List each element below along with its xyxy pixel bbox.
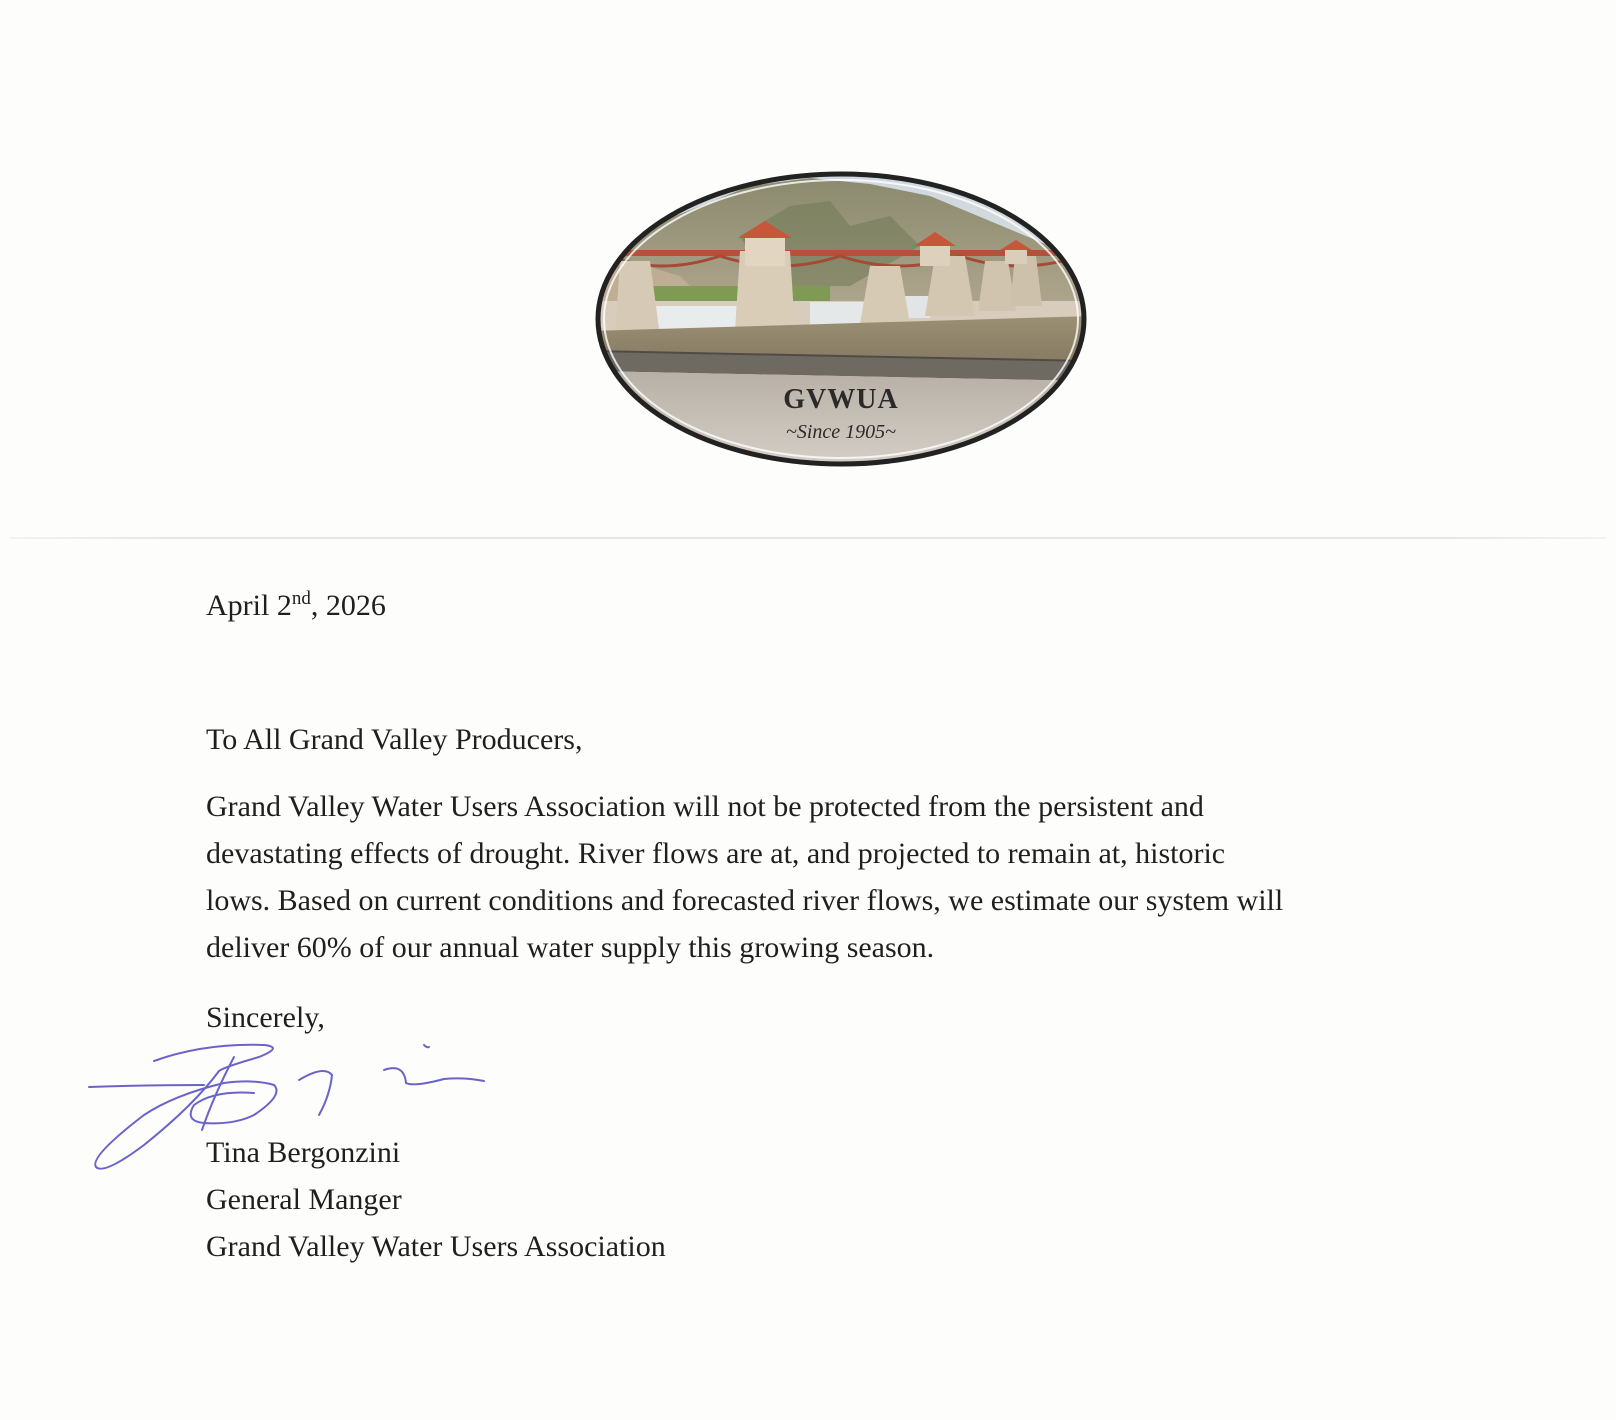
body-line: Grand Valley Water Users Association will not be protected from the persistent and (206, 790, 1204, 823)
signature-block (206, 1129, 666, 1270)
body-line: devastating effects of drought. River flows are at, and projected to remain at, historic (206, 837, 1226, 870)
signer-organization: Grand Valley Water Users Association (206, 1230, 666, 1263)
signer-title: General Manger (206, 1183, 402, 1216)
logo-org-abbrev: GVWUA (783, 384, 899, 415)
letter-date (206, 582, 386, 629)
date-year: , 2026 (310, 589, 386, 622)
letter-body-paragraph (206, 783, 1466, 971)
signer-name: Tina Bergonzini (206, 1136, 401, 1169)
date-ordinal-suffix: nd (291, 588, 311, 609)
gvwua-logo (590, 166, 1092, 472)
body-line: deliver 60% of our annual water supply this growing season. (206, 931, 935, 964)
date-month-day: April 2 (206, 589, 292, 622)
letterhead-divider (10, 537, 1606, 539)
salutation: To All Grand Valley Producers, (206, 723, 583, 756)
body-line: lows. Based on current conditions and forecasted river flows, we estimate our system will (206, 884, 1284, 917)
closing: Sincerely, (206, 1001, 325, 1034)
logo-since-year: ~Since 1905~ (786, 421, 896, 443)
